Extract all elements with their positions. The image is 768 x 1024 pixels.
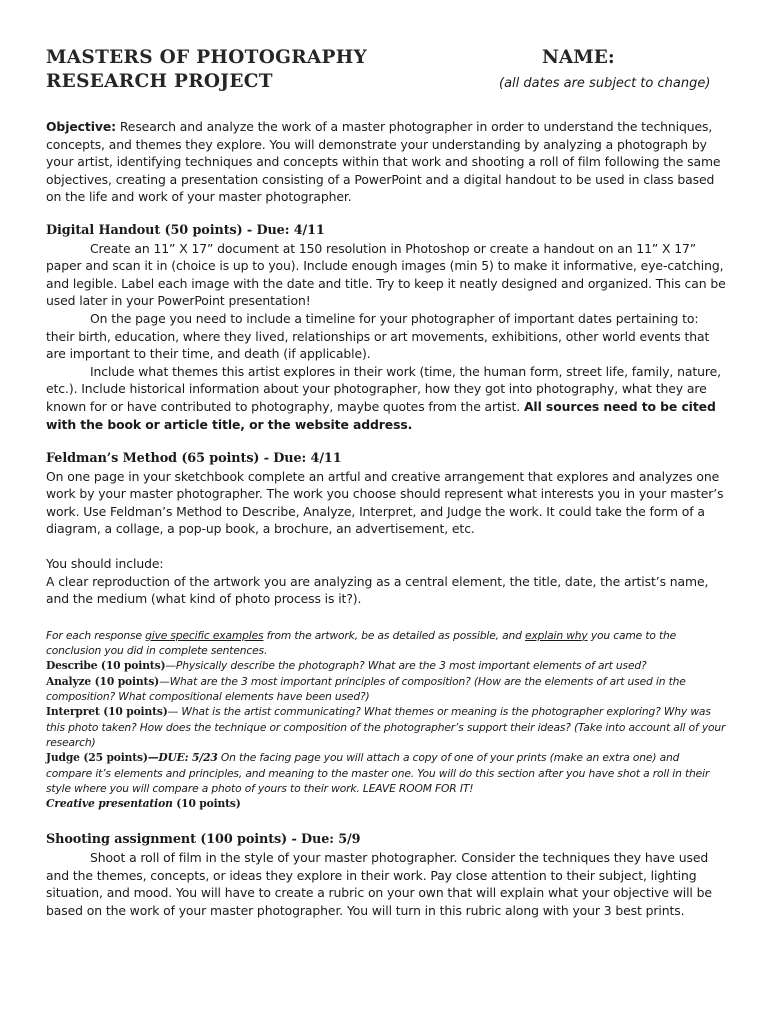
objective-paragraph	[46, 118, 726, 206]
note-pre: For each response	[46, 628, 146, 642]
objective-label: Objective:	[46, 119, 117, 134]
note-post: you came to the conclusion you did in complete sentences.	[46, 628, 677, 658]
feldman-criteria	[46, 628, 726, 812]
judge-item	[46, 750, 726, 796]
digital-handout-para-1: Create an 11” X 17” document at 150 resolution in Photoshop or create a handout on an 11” X 17” paper and scan it in (choice is up to you). Include enough images (min 5) to make it informative, eye-catching, and legible. Label each image with the date and title. Try to keep it neatly designed and organized. This can be used later in your PowerPoint presentation!	[46, 240, 726, 309]
interpret-label: Interpret (10 points)	[46, 705, 168, 719]
note-underline-2: explain why	[525, 628, 588, 642]
describe-item	[46, 658, 726, 673]
analyze-label: Analyze (10 points)	[46, 674, 160, 688]
title-line-1: MASTERS OF PHOTOGRAPHY	[46, 47, 368, 68]
shooting-heading: Shooting assignment (100 points) - Due: 5/9	[46, 832, 361, 848]
judge-label: Judge (25 points)	[46, 751, 148, 765]
describe-label: Describe (10 points)	[46, 659, 166, 673]
feldman-note	[46, 628, 726, 659]
shooting-para-1: Shoot a roll of film in the style of your master photographer. Consider the techniques they have used and the themes, concepts, or ideas they explore in their work. Pay close attention to their subject, lighting situation, and mood. You will have to create a rubric on your own that will explain what your objective will be based on the work of your master photographer. You will turn in this rubric along with your 3 best prints.	[46, 850, 712, 918]
page-title	[46, 46, 367, 94]
name-label: NAME:	[542, 47, 615, 68]
note-underline-1: give specific examples	[145, 628, 264, 642]
analyze-item	[46, 674, 726, 705]
creative-item	[46, 796, 726, 811]
analyze-text: —What are the 3 most important principles of composition? (How are the elements of art used in the composition? What compositional elements have been used?)	[46, 674, 686, 704]
title-line-2: RESEARCH PROJECT	[46, 71, 273, 92]
creative-points: (10 points)	[172, 797, 241, 811]
note-mid: from the artwork, be as detailed as possible, and	[263, 628, 526, 642]
include-label: You should include:	[46, 556, 164, 572]
feldman-heading: Feldman’s Method (65 points) - Due: 4/11	[46, 451, 342, 467]
describe-text: —Physically describe the photograph? What are the 3 most important elements of art used?	[165, 659, 647, 673]
include-text: A clear reproduction of the artwork you are analyzing as a central element, the title, date, the artist’s name, and the medium (what kind of photo process is it?).	[46, 573, 709, 607]
interpret-item	[46, 704, 726, 750]
sources-note: All sources need to be cited with the book or article title, or the website address.	[46, 398, 716, 432]
digital-handout-para-2: On the page you need to include a timeline for your photographer of important dates pertaining to: their birth, education, where they lived, relationships or art movements, exhibitions, other world events that are important to their time, and death (if applicable).	[46, 310, 710, 362]
feldman-para-1: On one page in your sketchbook complete an artful and creative arrangement that explores and analyzes one work by your master photographer. The work you choose should represent what interests you in your master’s work. Use Feldman’s Method to Describe, Analyze, Interpret, and Judge the work. It could take the form of a diagram, a collage, a pop-up book, a brochure, an advertisement, etc.	[46, 468, 724, 537]
document-body	[46, 118, 726, 919]
judge-text: On the facing page you will attach a copy of one of your prints (make an extra one) and compare it’s elements and principles, and meaning to the master one. You will do this section after you have shot a roll in their style where you will compare a photo of yours to their work. LEAVE ROOM FOR IT!	[46, 751, 710, 795]
digital-handout-heading: Digital Handout (50 points) - Due: 4/11	[46, 222, 325, 238]
digital-handout-para-3-text: Include what themes this artist explores in their work (time, the human form, street life, family, nature, etc.). Include historical information about your photographer, how they got into photography, what they are known for or have contributed to photography, maybe quotes from the artist.	[46, 363, 721, 414]
objective-text: Research and analyze the work of a master photographer in order to understand the techniques, concepts, and themes they explore. You will demonstrate your understanding by analyzing a photograph by your artist, identifying techniques and concepts within that work and shooting a roll of film following the same objectives, creating a presentation consisting of a PowerPoint and a digital handout to be used in class based on the life and work of your master photographer.	[46, 119, 721, 205]
interpret-text: — What is the artist communicating? What themes or meaning is the photographer exploring? Why was this photo taken? How does the technique or composition of the photographer’s support their ideas? (Take into account all of your research)	[46, 705, 726, 749]
dates-note: (all dates are subject to change)	[499, 76, 711, 91]
judge-due: —DUE: 5/23	[147, 751, 218, 765]
digital-handout-para-3	[46, 363, 726, 433]
creative-label: Creative presentation	[46, 797, 173, 811]
